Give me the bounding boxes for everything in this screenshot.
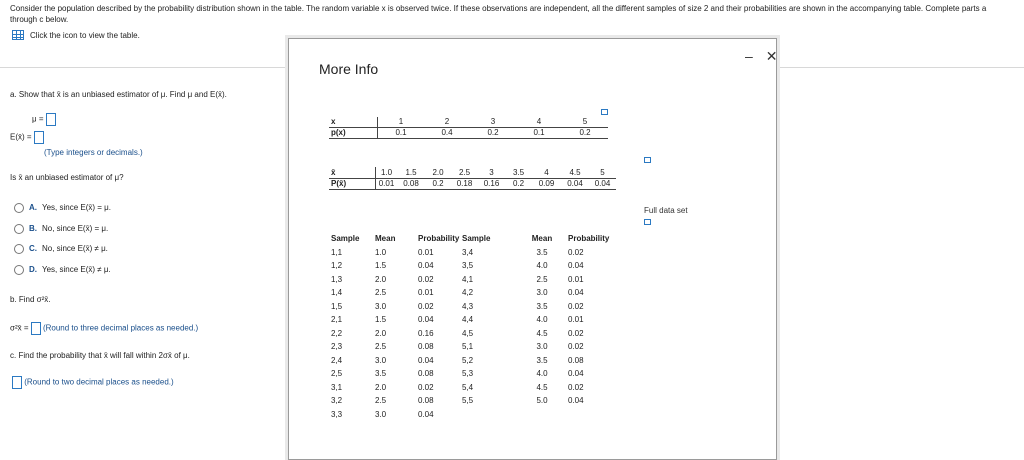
- samples-cell: 0.02: [418, 301, 434, 311]
- table1-x-cell: 1: [378, 117, 425, 127]
- table-row: [331, 286, 609, 300]
- samples-cell: 5,5: [462, 396, 474, 406]
- samples-cell: 4.0: [536, 261, 548, 271]
- table2-x-cell: 2.0: [425, 167, 451, 178]
- table2-p-cell: 0.04: [589, 178, 616, 189]
- table2-p-cell: 0.16: [478, 178, 505, 189]
- samples-cell: 0.08: [568, 355, 584, 365]
- modal-window-controls: [745, 48, 778, 65]
- samples-cell: 5,2: [462, 355, 474, 365]
- samples-cell: 5,1: [462, 342, 474, 352]
- table1-x-cell: 2: [424, 117, 470, 127]
- samples-cell: 2.0: [375, 274, 387, 284]
- samples-cell: 3,5: [462, 261, 474, 271]
- view-table-link[interactable]: [12, 30, 140, 40]
- samples-header-cell: Sample: [331, 234, 360, 244]
- samples-cell: 3,3: [331, 409, 343, 419]
- minimize-button[interactable]: –: [745, 48, 753, 64]
- table2-x-label: x̄: [329, 167, 376, 178]
- option-d[interactable]: [14, 265, 111, 275]
- radio-icon[interactable]: [14, 224, 24, 234]
- samples-cell: 3.5: [536, 301, 548, 311]
- samples-cell: 3.0: [536, 342, 548, 352]
- copy-table-icon[interactable]: [644, 157, 651, 163]
- table-row: [331, 300, 609, 314]
- table1-p-cell: 0.2: [470, 127, 516, 138]
- part-a-hint: (Type integers or decimals.): [44, 148, 143, 157]
- samples-cell: 3,2: [331, 396, 343, 406]
- table1-x-cell: 5: [562, 117, 608, 127]
- samples-header-cell: Probability: [418, 234, 460, 244]
- samples-cell: [568, 408, 609, 422]
- samples-cell: 1.0: [375, 247, 387, 257]
- ex-input[interactable]: [34, 131, 44, 144]
- distribution-table: [329, 117, 608, 139]
- table-row: [331, 354, 609, 368]
- option-c-letter: C.: [29, 244, 37, 254]
- samples-cell: 0.02: [568, 247, 584, 257]
- table2-p-cell: 0.18: [451, 178, 478, 189]
- samples-cell: 0.04: [418, 409, 434, 419]
- copy-full-data-icon[interactable]: [644, 219, 651, 225]
- table2-p-cell: 0.2: [425, 178, 451, 189]
- table2-p-cell: 0.04: [561, 178, 589, 189]
- table-row: [331, 273, 609, 287]
- table2-x-cell: 1.5: [397, 167, 425, 178]
- samples-cell: 4.5: [536, 328, 548, 338]
- samples-cell: 2,5: [331, 369, 343, 379]
- samples-cell: 2.0: [375, 382, 387, 392]
- table1-p-label: p(x): [329, 127, 378, 138]
- close-button[interactable]: ✕: [765, 48, 778, 64]
- samples-cell: 5.0: [536, 396, 548, 406]
- samples-cell: 3.5: [536, 355, 548, 365]
- table2-p-cell: 0.01: [376, 178, 398, 189]
- part-b-hint: (Round to three decimal places as needed.): [42, 323, 199, 333]
- option-b[interactable]: [14, 224, 108, 234]
- table1-x-cell: 3: [470, 117, 516, 127]
- samples-cell: 0.08: [418, 369, 434, 379]
- variance-row: [10, 322, 198, 335]
- samples-cell: 0.01: [568, 274, 584, 284]
- samples-cell: 0.02: [568, 328, 584, 338]
- samples-cell: 0.16: [418, 328, 434, 338]
- samples-cell: 0.04: [418, 315, 434, 325]
- probability-input[interactable]: [12, 376, 22, 389]
- samples-cell: 4,2: [462, 288, 474, 298]
- samples-cell: 0.02: [418, 382, 434, 392]
- samples-cell: 0.02: [418, 274, 434, 284]
- radio-icon[interactable]: [14, 244, 24, 254]
- samples-cell: 0.04: [418, 261, 434, 271]
- view-table-text: Click the icon to view the table.: [30, 30, 140, 40]
- table-row: [331, 340, 609, 354]
- option-a-text: Yes, since E(x̄) = μ.: [42, 203, 112, 213]
- samples-cell: 0.01: [568, 315, 584, 325]
- modal-title: More Info: [319, 61, 379, 77]
- samples-cell: 1.5: [375, 315, 387, 325]
- samples-cell: 1,4: [331, 288, 343, 298]
- samples-cell: 2,2: [331, 328, 343, 338]
- samples-header-cell: Sample: [462, 234, 491, 244]
- samples-cell: 2.0: [375, 328, 387, 338]
- samples-cell: 5,4: [462, 382, 474, 392]
- table-row: [331, 367, 609, 381]
- samples-cell: 0.04: [568, 369, 584, 379]
- samples-cell: 3.5: [536, 247, 548, 257]
- samples-cell: 1,1: [331, 247, 343, 257]
- part-a-prompt: a. Show that x̄ is an unbiased estimator of μ. Find μ and E(x̄).: [10, 90, 227, 99]
- samples-cell: [516, 408, 568, 422]
- table2-x-cell: 3: [478, 167, 505, 178]
- part-b-prompt: b. Find σ²x̄.: [10, 295, 51, 304]
- samples-table: [331, 232, 609, 421]
- variance-input[interactable]: [31, 322, 41, 335]
- samples-cell: 4,5: [462, 328, 474, 338]
- mu-label: μ =: [32, 114, 44, 124]
- table2-x-cell: 4: [532, 167, 561, 178]
- samples-cell: 0.01: [418, 247, 434, 257]
- table-row: [331, 327, 609, 341]
- table-row: [331, 259, 609, 273]
- mu-input[interactable]: [46, 113, 56, 126]
- samples-cell: 2.5: [375, 396, 387, 406]
- variance-label: σ²x̄ =: [10, 323, 29, 333]
- samples-cell: 1,3: [331, 274, 343, 284]
- samples-cell: 4,1: [462, 274, 474, 284]
- option-a[interactable]: [14, 203, 111, 213]
- samples-cell: 3.5: [375, 369, 387, 379]
- table1-x-cell: 4: [516, 117, 562, 127]
- table2-x-cell: 5: [589, 167, 616, 178]
- samples-cell: 0.02: [568, 382, 584, 392]
- mu-row: [32, 113, 56, 126]
- table-row: [331, 394, 609, 408]
- table-row: [331, 246, 609, 260]
- part-c-hint: (Round to two decimal places as needed.): [24, 377, 174, 387]
- table1-p-cell: 0.4: [424, 127, 470, 138]
- problem-intro: Consider the population described by the probability distribution shown in the table. The random variable x is observed twice. If these observations are independent, all the different samples of size 2 and their probabilities are shown in the accompanying table. Complete parts a through c below.: [10, 4, 987, 24]
- table2-x-cell: 1.0: [376, 167, 398, 178]
- ex-label: E(x̄) =: [10, 132, 32, 142]
- option-b-letter: B.: [29, 224, 37, 234]
- samples-cell: 0.08: [418, 396, 434, 406]
- samples-cell: 0.01: [418, 288, 434, 298]
- full-data-set-label: Full data set: [644, 206, 688, 215]
- unbiased-question: Is x̄ an unbiased estimator of μ?: [10, 173, 124, 182]
- option-b-text: No, since E(x̄) = μ.: [42, 224, 109, 234]
- samples-cell: 2.5: [375, 342, 387, 352]
- radio-icon[interactable]: [14, 203, 24, 213]
- samples-cell: 3.0: [375, 301, 387, 311]
- samples-cell: 0.04: [568, 288, 584, 298]
- more-info-modal: [288, 38, 777, 460]
- table2-p-label: P(x̄): [329, 178, 376, 189]
- samples-cell: 3.0: [536, 288, 548, 298]
- samples-cell: 0.02: [568, 301, 584, 311]
- radio-icon[interactable]: [14, 265, 24, 275]
- samples-header-cell: Probability: [568, 234, 610, 244]
- option-a-letter: A.: [29, 203, 37, 213]
- samples-cell: 1,5: [331, 301, 343, 311]
- samples-cell: 2,3: [331, 342, 343, 352]
- samples-cell: 4,4: [462, 315, 474, 325]
- mean-distribution-table: [329, 167, 616, 190]
- samples-cell: 4,3: [462, 301, 474, 311]
- table2-p-cell: 0.2: [505, 178, 532, 189]
- samples-cell: 3.0: [375, 409, 387, 419]
- samples-cell: [462, 408, 516, 422]
- table-row: [331, 381, 609, 395]
- table1-p-cell: 0.1: [378, 127, 425, 138]
- table1-x-label: x: [329, 117, 378, 127]
- table2-x-cell: 4.5: [561, 167, 589, 178]
- samples-cell: 2.5: [536, 274, 548, 284]
- table2-x-cell: 2.5: [451, 167, 478, 178]
- samples-cell: 4.0: [536, 369, 548, 379]
- part-c-prompt: c. Find the probability that x̄ will fall within 2σx̄ of μ.: [10, 351, 190, 360]
- table-row: [331, 313, 609, 327]
- samples-cell: 0.02: [568, 342, 584, 352]
- option-d-text: Yes, since E(x̄) ≠ μ.: [42, 265, 111, 275]
- samples-header-row: [331, 232, 609, 246]
- samples-cell: 4.5: [536, 382, 548, 392]
- samples-cell: 4.0: [536, 315, 548, 325]
- samples-cell: 2,1: [331, 315, 343, 325]
- samples-cell: 5,3: [462, 369, 474, 379]
- table1-p-cell: 0.1: [516, 127, 562, 138]
- samples-cell: 1,2: [331, 261, 343, 271]
- table2-p-cell: 0.08: [397, 178, 425, 189]
- samples-cell: 2.5: [375, 288, 387, 298]
- table2-p-cell: 0.09: [532, 178, 561, 189]
- samples-header-cell: Mean: [375, 234, 396, 244]
- samples-cell: 3,4: [462, 247, 474, 257]
- copy-table-icon[interactable]: [601, 109, 608, 115]
- option-c[interactable]: [14, 244, 108, 254]
- samples-cell: 3.0: [375, 355, 387, 365]
- ex-row: [10, 131, 44, 144]
- samples-header-cell: Mean: [531, 234, 553, 244]
- samples-cell: 0.04: [568, 396, 584, 406]
- samples-cell: 0.04: [418, 355, 434, 365]
- samples-cell: 2,4: [331, 355, 343, 365]
- samples-cell: 3,1: [331, 382, 343, 392]
- table-icon[interactable]: [12, 30, 24, 40]
- table1-p-cell: 0.2: [562, 127, 608, 138]
- table2-x-cell: 3.5: [505, 167, 532, 178]
- option-d-letter: D.: [29, 265, 37, 275]
- probability-row: [12, 376, 174, 389]
- samples-cell: 1.5: [375, 261, 387, 271]
- table-row: [331, 408, 609, 422]
- samples-cell: 0.08: [418, 342, 434, 352]
- option-c-text: No, since E(x̄) ≠ μ.: [42, 244, 108, 254]
- samples-cell: 0.04: [568, 261, 584, 271]
